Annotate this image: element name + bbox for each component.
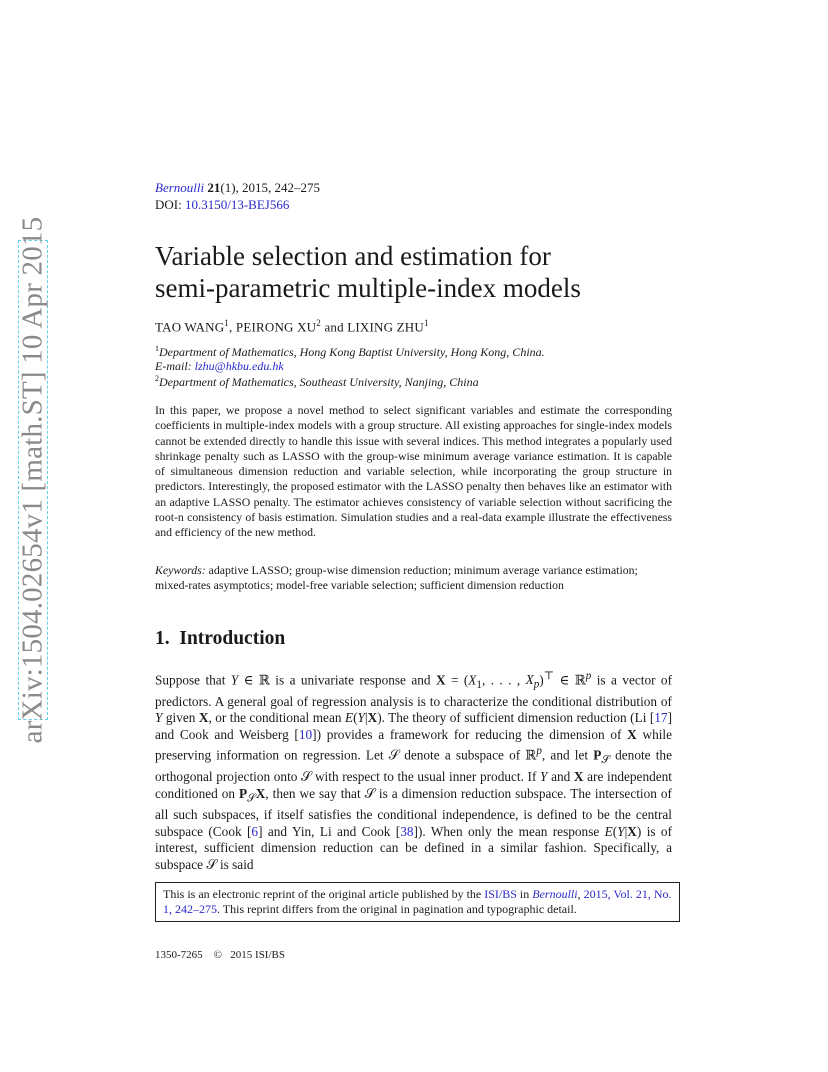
copyright-icon: © — [213, 949, 223, 961]
section-heading — [155, 628, 285, 650]
author-1-affil: 1 — [224, 318, 229, 328]
keywords — [155, 563, 655, 594]
footer-ids — [155, 949, 285, 961]
affiliation-1-text: Department of Mathematics, Hong Kong Baptist University, Hong Kong, China. — [159, 345, 545, 359]
section-title: Introduction — [179, 628, 286, 649]
intro-paragraph: Suppose that Y ∈ ℝ is a univariate response and $X = (X_1$, . . . , $X_p)^⊤$ ∈ ℝ$^p$ is a vector of predictors. A general goal of regression analysis is to characterize the conditional distribution of Y given X, or the conditional mean E(Y|X). The theory of sufficient dimension reduction (Li [17] and Cook and Weisberg [10]) provides a framework for reducing the dimension of X while preserving information on regression. Let 𝒮 denote a subspace of ℝ$^p$, and let $P_𝒮$ denote the orthogonal projection onto 𝒮 with respect to the usual inner product. If Y and X are independent conditioned on $P_𝒮X$, then we say that 𝒮 is a dimension reduction subspace. The intersection of all such subspaces, if itself satisfies the conditional independence, is defined to be the central subspace (Cook [6] and Yin, Li and Cook [38]). When only the mean response E(Y|X) is of interest, sufficient dimension reduction can be defined in a similar fashion. Specifically, a subspace 𝒮 is said — [155, 670, 673, 872]
journal-name-link[interactable]: Bernoulli — [155, 180, 205, 195]
author-3-affil: 1 — [424, 318, 429, 328]
email-line — [155, 359, 284, 374]
isibs-link[interactable]: ISI/BS — [484, 887, 517, 901]
journal-volume: 21 — [207, 180, 221, 195]
copyright-year-org: 2015 ISI/BS — [230, 949, 285, 961]
citation-17[interactable]: 17 — [654, 710, 668, 726]
keywords-text: adaptive LASSO; group-wise dimension reduction; minimum average variance estimation; mixed-rates asymptotics; model-free variable selection; sufficient dimension reduction — [155, 563, 638, 593]
doi-line — [155, 197, 289, 213]
citation-6[interactable]: 6 — [251, 823, 259, 839]
paper-title — [155, 240, 755, 304]
email-label: E-mail: — [155, 359, 192, 373]
arxiv-identifier: arXiv:1504.02654v1 [math.ST] 10 Apr 2015 — [16, 216, 49, 744]
author-1: TAO WANG — [155, 319, 225, 335]
arxiv-stamp — [16, 216, 49, 744]
affiliation-2 — [155, 374, 479, 390]
issn: 1350-7265 — [155, 949, 203, 961]
title-line-2: semi-parametric multiple-index models — [155, 273, 581, 303]
notice-journal-link[interactable]: Bernoulli — [532, 887, 578, 901]
author-2-affil: 2 — [316, 318, 321, 328]
doi-label: DOI: — [155, 197, 182, 212]
notice-text-3: . This reprint differs from the original in pagination and typographic detail. — [217, 902, 577, 916]
affiliation-1 — [155, 344, 545, 360]
citation-38[interactable]: 38 — [400, 823, 414, 839]
author-list: TAO WANG$^1$, PEIRONG $XU^2$ and LIXING ZHU$^1$ — [155, 318, 429, 335]
author-2: PEIRONG XU — [235, 319, 317, 335]
doi-link[interactable]: 10.3150/13-BEJ566 — [184, 197, 290, 212]
abstract: In this paper, we propose a novel method to select significant variables and estimate the corresponding coefficients in multiple-index models with a group structure. All existing approaches for single-index models cannot be extended directly to handle this issue with several indices. This method integrates a popularly used shrinkage penalty such as LASSO with the group-wise minimum average variance estimation. It is capable of simultaneous dimension reduction and variable selection, while incorporating the group structure in predictors. Interestingly, the proposed estimator with the LASSO penalty then behaves like an estimator with an adaptive LASSO penalty. The estimator achieves consistency of variable selection without sacrificing the root-n consistency of basis estimation. Simulation studies and a real-data example illustrate the effectiveness and efficiency of the new method. — [155, 403, 672, 540]
notice-text-1: This is an electronic reprint of the original article published by the — [163, 887, 482, 901]
citation-10[interactable]: 10 — [298, 726, 313, 742]
journal-issue-pages: (1), 2015, 242–275 — [220, 180, 321, 195]
affiliation-1-marker: 1 — [155, 344, 159, 353]
section-number: 1. — [155, 628, 170, 649]
notice-text-2: in — [519, 887, 530, 901]
journal-citation — [155, 180, 320, 196]
email-link[interactable]: lzhu@hkbu.edu.hk — [194, 359, 284, 373]
reprint-notice: This is an electronic reprint of the original article published by the ISI/BS in Bernoulli, 2015, Vol. 21, No. 1, 242–275. This reprint differs from the original in pagination and typographic detail. — [155, 882, 680, 922]
affiliation-2-text: Department of Mathematics, Southeast University, Nanjing, China — [159, 375, 479, 389]
notice-ref-link[interactable]: 2015, Vol. 21, No. 1, 242–275 — [163, 887, 672, 916]
author-3: and LIXING ZHU — [324, 319, 424, 335]
affiliation-2-marker: 2 — [155, 374, 159, 383]
title-line-1: Variable selection and estimation for — [155, 241, 551, 271]
keywords-label: Keywords: — [155, 563, 206, 577]
